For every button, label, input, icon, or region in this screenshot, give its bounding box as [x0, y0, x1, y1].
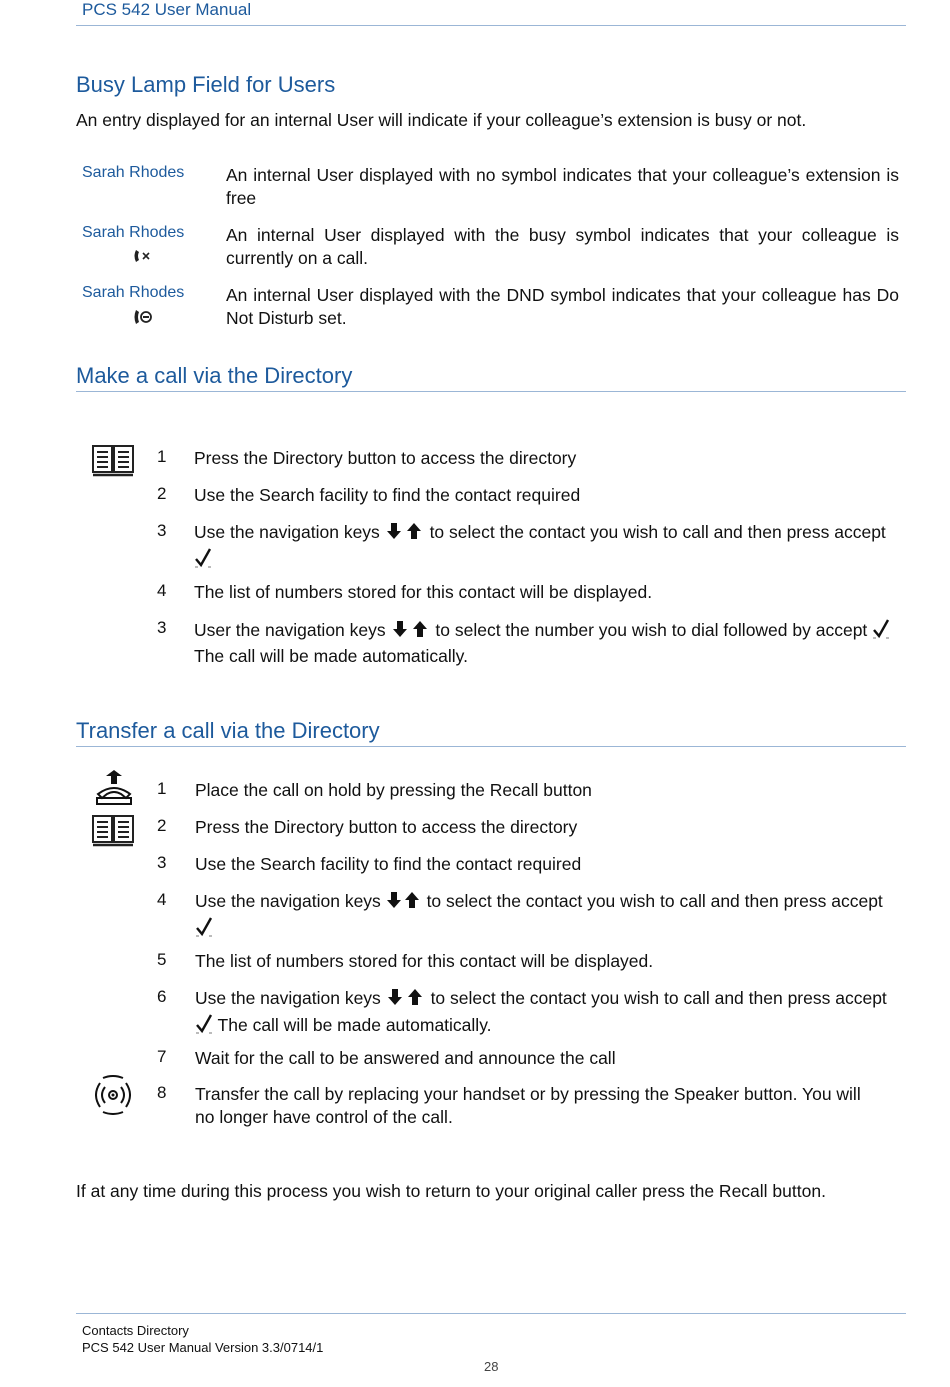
- footer-divider: [76, 1313, 906, 1314]
- step-text: Use the Search facility to find the contact required: [195, 854, 582, 874]
- navigation-keys-icon: [386, 890, 422, 916]
- step-number: 8: [157, 1083, 167, 1102]
- step-number: 4: [157, 581, 167, 600]
- step-text: Press the Directory button to access the directory: [194, 448, 577, 468]
- dnd-icon: [133, 308, 153, 331]
- blf-desc-busy: An internal User displayed with the busy symbol indicates that your colleague is currently on a call.: [226, 225, 899, 268]
- transfer-divider: [76, 746, 906, 747]
- navigation-keys-icon: [386, 987, 426, 1013]
- accept-check-icon: [872, 618, 890, 638]
- step-text: The list of numbers stored for this contact will be displayed.: [194, 582, 653, 602]
- step-number: 5: [157, 950, 167, 969]
- running-header: PCS 542 User Manual: [82, 0, 252, 19]
- directory-book-icon: [92, 814, 134, 853]
- footer-version: PCS 542 User Manual Version 3.3/0714/1: [82, 1340, 324, 1355]
- step-number: 3: [157, 853, 167, 872]
- recall-hold-icon: [94, 770, 134, 811]
- blf-name-free: Sarah Rhodes: [82, 164, 185, 181]
- step-text: Place the call on hold by pressing the Recall button: [195, 780, 592, 800]
- step-number: 1: [157, 447, 167, 466]
- make-call-divider: [76, 391, 906, 392]
- step-text: The list of numbers stored for this contact will be displayed.: [195, 951, 654, 971]
- step-number: 3: [157, 618, 167, 637]
- blf-heading: Busy Lamp Field for Users: [76, 72, 336, 97]
- directory-book-icon: [92, 444, 134, 483]
- accept-check-icon: [195, 916, 213, 936]
- speaker-icon: [95, 1075, 131, 1120]
- header-divider: [76, 25, 906, 26]
- accept-check-icon: [194, 547, 212, 567]
- step-number: 7: [157, 1047, 167, 1066]
- footer-section: Contacts Directory: [82, 1323, 189, 1338]
- accept-check-icon: [195, 1013, 213, 1033]
- step-number: 4: [157, 890, 167, 909]
- step-text: Use the Search facility to find the contact required: [194, 485, 581, 505]
- blf-name-busy: Sarah Rhodes: [82, 224, 185, 241]
- make-call-heading: Make a call via the Directory: [76, 363, 353, 388]
- step-number: 1: [157, 779, 167, 798]
- navigation-keys-icon: [385, 521, 425, 547]
- blf-name-dnd: Sarah Rhodes: [82, 284, 185, 301]
- step-text: Use the navigation keys to select the contact you wish to call and then press accept: [195, 890, 895, 940]
- blf-desc-free: An internal User displayed with no symbol indicates that your colleague’s extension is free: [226, 165, 899, 208]
- transfer-heading: Transfer a call via the Directory: [76, 718, 380, 743]
- step-number: 6: [157, 987, 167, 1006]
- step-text: Use the navigation keys to select the contact you wish to call and then press accept The call will be made automatically.: [195, 988, 887, 1035]
- step-number: 2: [157, 484, 167, 503]
- step-text: Use the navigation keys to select the contact you wish to call and then press accept: [194, 521, 894, 571]
- blf-desc-dnd: An internal User displayed with the DND symbol indicates that your colleague has Do Not Disturb set.: [226, 285, 899, 328]
- step-text: User the navigation keys to select the number you wish to dial followed by accept The call will be made automatically.: [194, 618, 894, 668]
- step-number: 3: [157, 521, 167, 540]
- step-text: Transfer the call by replacing your handset or by pressing the Speaker button. You will no longer have control of the call.: [195, 1084, 861, 1127]
- step-number: 2: [157, 816, 167, 835]
- step-text: Wait for the call to be answered and announce the call: [195, 1048, 616, 1068]
- closing-note: If at any time during this process you wish to return to your original caller press the Recall button.: [76, 1181, 826, 1201]
- busy-icon: [133, 248, 151, 269]
- page-number: 28: [484, 1359, 499, 1374]
- step-text: Press the Directory button to access the directory: [195, 817, 578, 837]
- blf-intro: An entry displayed for an internal User will indicate if your colleague’s extension is busy or not.: [76, 110, 807, 130]
- navigation-keys-icon: [391, 619, 431, 645]
